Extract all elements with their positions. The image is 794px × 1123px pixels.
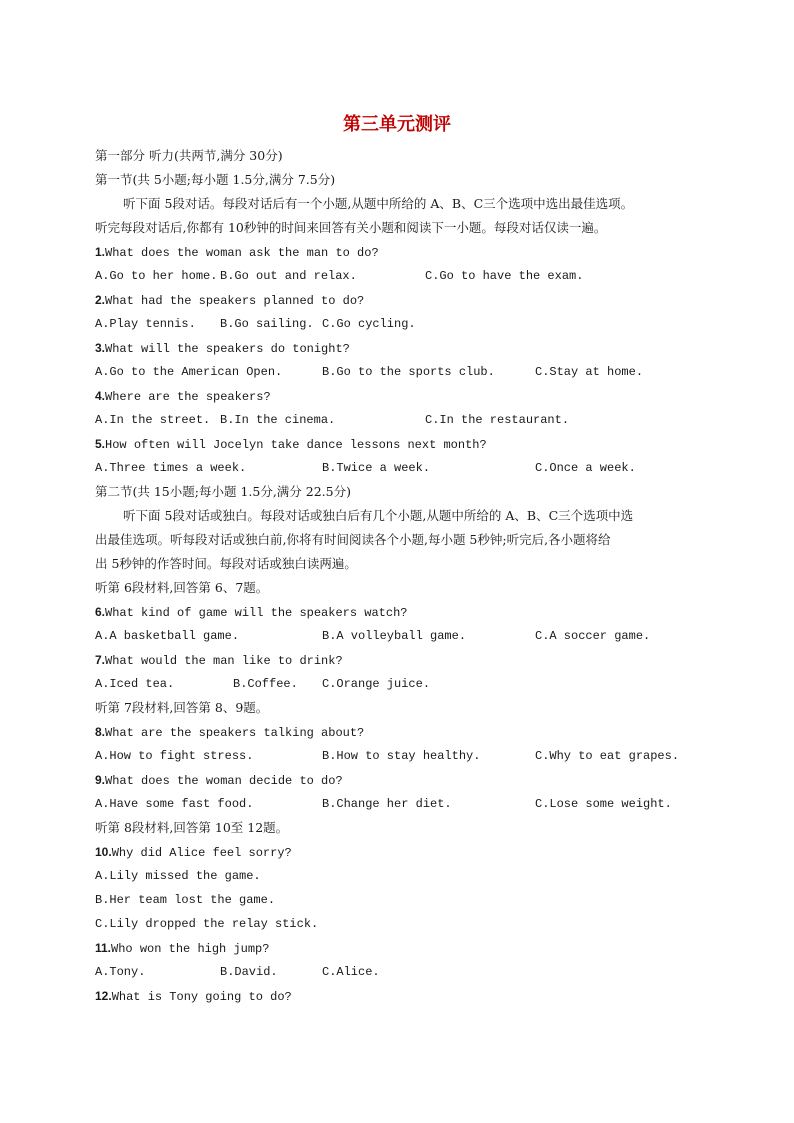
question: 11.Who won the high jump?: [95, 941, 270, 956]
option-a: A.In the street.: [95, 413, 211, 427]
instruction-text: 听下面 5段对话或独白。每段对话或独白后有几个小题,从题中所给的 A、B、C三个选项中选: [123, 508, 634, 523]
option-c: C.Orange juice.: [322, 677, 431, 691]
option-a: A.Have some fast food.: [95, 797, 254, 811]
material-heading: 听第 7段材料,回答第 8、9题。: [95, 700, 269, 715]
option-b: B.In the cinema.: [220, 413, 336, 427]
option-a: A.Lily missed the game.: [95, 869, 261, 883]
option-b: B.Her team lost the game.: [95, 893, 276, 907]
option-b: B.A volleyball game.: [322, 629, 467, 643]
instruction-text: 出 5秒钟的作答时间。每段对话或独白读两遍。: [95, 556, 357, 571]
option-b: B.How to stay healthy.: [322, 749, 481, 763]
question: 5.How often will Jocelyn take dance lessons next month?: [95, 437, 487, 452]
question: 12.What is Tony going to do?: [95, 989, 292, 1004]
option-c: C.Go cycling.: [322, 317, 416, 331]
question: 1.What does the woman ask the man to do?: [95, 245, 379, 260]
option-c: C.Go to have the exam.: [425, 269, 584, 283]
instruction-text: 听下面 5段对话。每段对话后有一个小题,从题中所给的 A、B、C三个选项中选出最佳选项。: [123, 196, 634, 211]
option-c: C.In the restaurant.: [425, 413, 570, 427]
option-a: A.A basketball game.: [95, 629, 240, 643]
option-c: C.Alice.: [322, 965, 380, 979]
option-a: A.Play tennis.: [95, 317, 196, 331]
option-b: B.Go to the sports club.: [322, 365, 495, 379]
question: 3.What will the speakers do tonight?: [95, 341, 350, 356]
question: 6.What kind of game will the speakers watch?: [95, 605, 408, 620]
question: 4.Where are the speakers?: [95, 389, 271, 404]
option-c: C.Why to eat grapes.: [535, 749, 680, 763]
option-b: B.Go sailing.: [220, 317, 314, 331]
question: 10.Why did Alice feel sorry?: [95, 845, 292, 860]
option-b: B.Go out and relax.: [220, 269, 357, 283]
option-a: A.Go to her home.: [95, 269, 218, 283]
instruction-text: 出最佳选项。听每段对话或独白前,你将有时间阅读各个小题,每小题 5秒钟;听完后,各小题将给: [95, 532, 611, 547]
material-heading: 听第 8段材料,回答第 10至 12题。: [95, 820, 289, 835]
section-heading: 第一节(共 5小题;每小题 1.5分,满分 7.5分): [95, 172, 336, 187]
option-a: A.Three times a week.: [95, 461, 247, 475]
question: 7.What would the man like to drink?: [95, 653, 343, 668]
option-a: A.How to fight stress.: [95, 749, 254, 763]
option-c: C.Stay at home.: [535, 365, 644, 379]
option-c: C.Lose some weight.: [535, 797, 672, 811]
option-b: B.David.: [220, 965, 278, 979]
instruction-text: 听完每段对话后,你都有 10秒钟的时间来回答有关小题和阅读下一小题。每段对话仅读一遍。: [95, 220, 607, 235]
question: 8.What are the speakers talking about?: [95, 725, 365, 740]
question: 2.What had the speakers planned to do?: [95, 293, 365, 308]
page-title: 第三单元测评: [343, 114, 451, 135]
option-c: C.A soccer game.: [535, 629, 651, 643]
option-a: A.Go to the American Open.: [95, 365, 283, 379]
material-heading: 听第 6段材料,回答第 6、7题。: [95, 580, 269, 595]
option-a: A.Tony.: [95, 965, 146, 979]
option-b: B.Twice a week.: [322, 461, 431, 475]
option-c: C.Lily dropped the relay stick.: [95, 917, 319, 931]
option-c: C.Once a week.: [535, 461, 636, 475]
part-heading: 第一部分 听力(共两节,满分 30分): [95, 148, 283, 163]
option-b: B.Coffee.: [233, 677, 298, 691]
question: 9.What does the woman decide to do?: [95, 773, 343, 788]
section-heading: 第二节(共 15小题;每小题 1.5分,满分 22.5分): [95, 484, 351, 499]
option-a: A.Iced tea.: [95, 677, 175, 691]
option-b: B.Change her diet.: [322, 797, 452, 811]
